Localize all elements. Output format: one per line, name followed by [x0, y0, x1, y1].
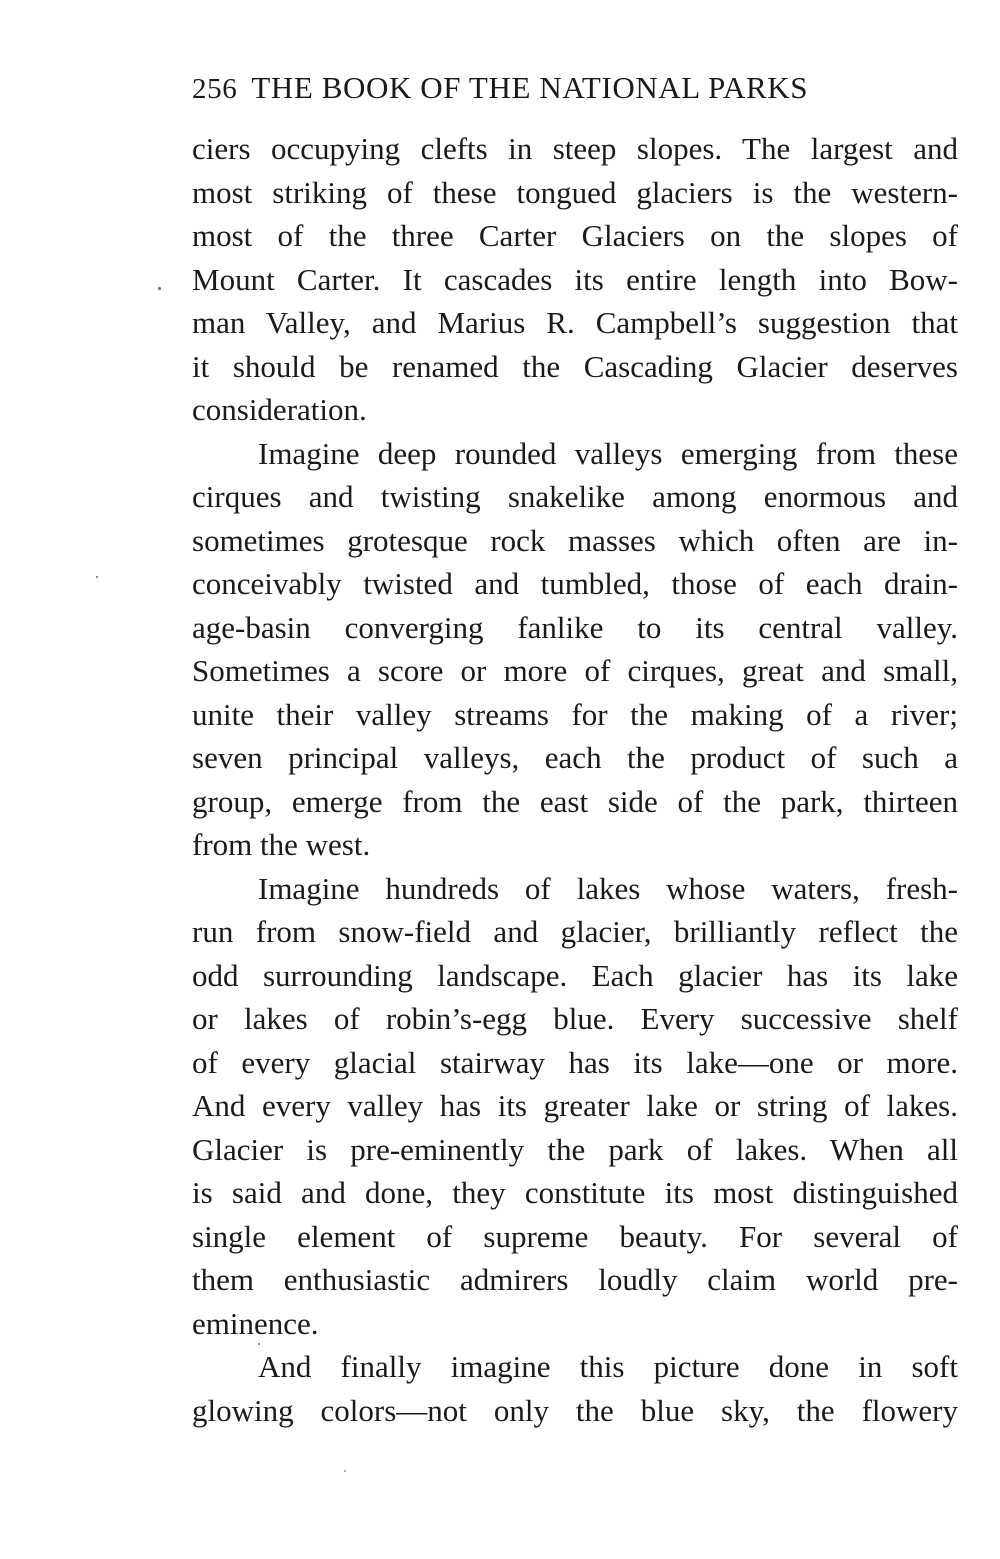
text-line: single element of supreme beauty. For several of [192, 1218, 958, 1254]
scan-speck [258, 1343, 260, 1345]
text-line: sometimes grotesque rock masses which often are in- [192, 522, 958, 558]
scan-speck [344, 1470, 346, 1472]
text-line: eminence. [192, 1305, 319, 1341]
text-line: from the west. [192, 827, 371, 862]
page-number: 256 [192, 73, 238, 105]
paragraph [192, 867, 958, 1346]
scan-speck [158, 287, 161, 290]
text-line: cirques and twisting snakelike among enormous and [192, 479, 958, 514]
text-line: of every glacial stairway has its lake—one or more. [192, 1044, 958, 1080]
text-line: Imagine deep rounded valleys emerging from these [258, 435, 958, 471]
text-line: group, emerge from the east side of the park, thirteen [192, 783, 958, 819]
text-line: odd surrounding landscape. Each glacier has its lake [192, 957, 958, 993]
text-line: them enthusiastic admirers loudly claim world pre- [192, 1262, 958, 1297]
text-line: glowing colors—not only the blue sky, the flowery [192, 1392, 958, 1428]
text-line: And every valley has its greater lake or string of lakes. [192, 1088, 958, 1123]
paragraph [192, 1345, 958, 1432]
text-line: Mount Carter. It cascades its entire length into Bow- [192, 261, 958, 297]
text-line: consideration. [192, 392, 367, 427]
text-line: run from snow-field and glacier, brilliantly reflect the [192, 914, 958, 949]
text-line: it should be renamed the Cascading Glacier deserves [192, 348, 958, 384]
text-line: age-basin converging fanlike to its central valley. [192, 609, 958, 645]
text-line: most striking of these tongued glaciers is the western- [192, 174, 958, 210]
paragraph [192, 432, 958, 867]
text-line: Imagine hundreds of lakes whose waters, fresh- [258, 870, 958, 906]
body-text [192, 127, 958, 1432]
text-line: seven principal valleys, each the product of such a [192, 740, 958, 775]
text-line: is said and done, they constitute its most distinguished [192, 1175, 958, 1210]
scan-speck [96, 576, 98, 578]
text-line: man Valley, and Marius R. Campbell’s suggestion that [192, 305, 958, 340]
text-line: Glacier is pre-eminently the park of lakes. When all [192, 1131, 958, 1167]
text-line: Sometimes a score or more of cirques, great and small, [192, 653, 958, 688]
text-line: or lakes of robin’s-egg blue. Every successive shelf [192, 1001, 958, 1036]
text-line: unite their valley streams for the making of a river; [192, 696, 958, 732]
text-line: conceivably twisted and tumbled, those of each drain- [192, 566, 958, 601]
text-line: And finally imagine this picture done in soft [258, 1349, 958, 1384]
text-line: most of the three Carter Glaciers on the slopes of [192, 218, 958, 253]
paragraph [192, 127, 958, 432]
running-head [192, 68, 958, 109]
text-line: ciers occupying clefts in steep slopes. The largest and [192, 131, 958, 166]
book-title: THE BOOK OF THE NATIONAL PARKS [251, 70, 809, 105]
